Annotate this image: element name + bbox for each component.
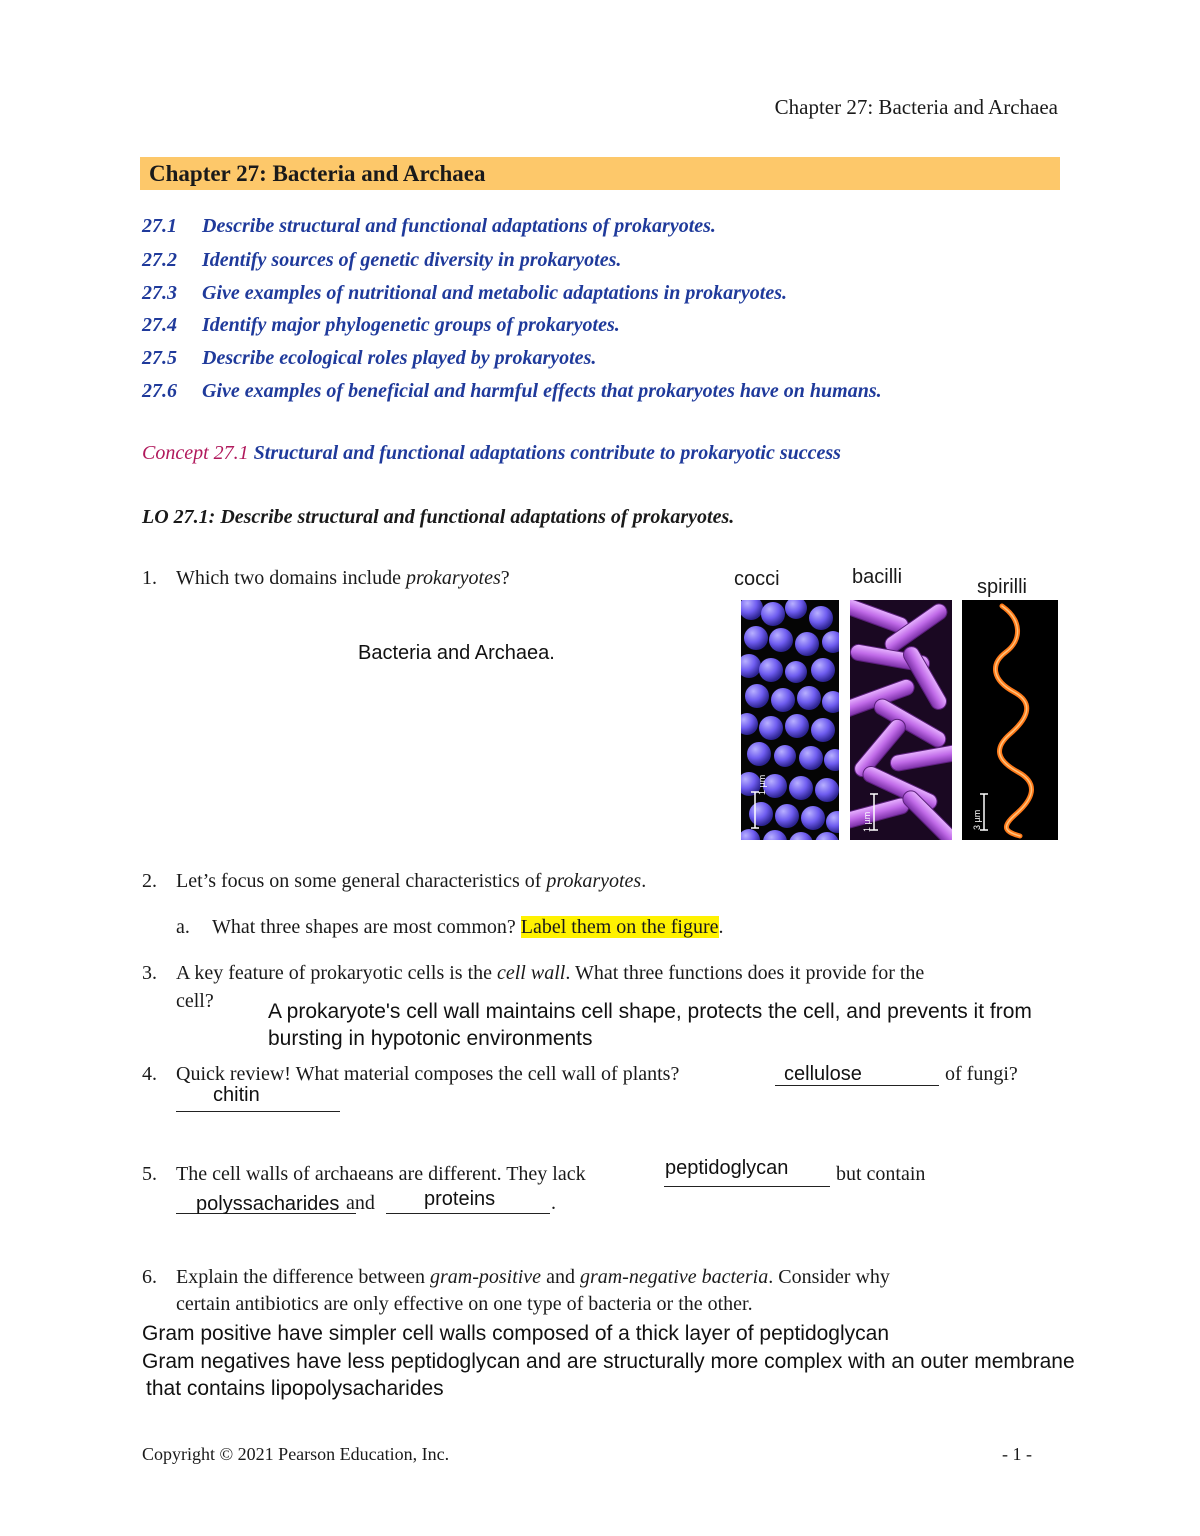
objective-item: 27.5 Describe ecological roles played by prokaryotes.	[142, 347, 597, 369]
question-number: 1.	[142, 567, 157, 589]
answer-text: peptidoglycan	[665, 1157, 789, 1179]
question-text: but contain	[836, 1163, 926, 1185]
figure-label-spirilli: spirilli	[977, 576, 1027, 598]
objective-item: 27.1 Describe structural and functional adaptations of prokaryotes.	[142, 215, 716, 237]
page-title: Chapter 27: Bacteria and Archaea	[149, 161, 486, 186]
answer-text: Gram negatives have less peptidoglycan and are structurally more complex with an outer membrane	[142, 1350, 1075, 1373]
answer-text: Gram positive have simpler cell walls composed of a thick layer of peptidoglycan	[142, 1322, 890, 1345]
question-number: 3.	[142, 962, 157, 984]
question-text: Quick review! What material composes the cell wall of plants?	[176, 1063, 680, 1085]
answer-text: proteins	[424, 1188, 496, 1210]
answer-text: A prokaryote's cell wall maintains cell shape, protects the cell, and prevents it from	[268, 1000, 1032, 1023]
highlighted-instruction: Label them on the figure	[520, 916, 719, 938]
bacilli-micrograph	[850, 600, 952, 840]
answer-blank[interactable]	[664, 1186, 830, 1187]
question-text: Let’s focus on some general characteristics of prokaryotes.	[176, 870, 647, 892]
figure-label-cocci: cocci	[734, 568, 780, 590]
answer-text: that contains lipopolysacharides	[146, 1377, 444, 1400]
figure-label-bacilli: bacilli	[852, 566, 903, 588]
question-number: 5.	[142, 1163, 157, 1185]
question-text: A key feature of prokaryotic cells is the cell wall. What three functions does it provide for the	[176, 962, 925, 984]
question-text: Explain the difference between gram-positive and gram-negative bacteria. Consider why	[176, 1266, 890, 1288]
question-text: of fungi?	[945, 1063, 1018, 1085]
answer-text: chitin	[213, 1084, 260, 1106]
question-text: and	[346, 1192, 375, 1214]
cocci-illustration	[741, 600, 839, 840]
objective-item: 27.2 Identify sources of genetic diversity in prokaryotes.	[142, 249, 622, 271]
running-header: Chapter 27: Bacteria and Archaea	[774, 95, 1058, 119]
answer-text: bursting in hypotonic environments	[268, 1027, 593, 1050]
answer-blank[interactable]	[176, 1111, 340, 1112]
sub-question-text: What three shapes are most common? Label them on the figure.	[212, 916, 724, 938]
objective-item: 27.3 Give examples of nutritional and metabolic adaptations in prokaryotes.	[142, 282, 788, 304]
learning-objective: LO 27.1: Describe structural and functional adaptations of prokaryotes.	[142, 506, 735, 528]
question-text: .	[551, 1192, 556, 1214]
bacilli-illustration	[850, 600, 952, 840]
question-text-line2: cell?	[176, 990, 214, 1012]
question-text: Which two domains include prokaryotes?	[176, 567, 510, 589]
concept-heading: Concept 27.1 Structural and functional adaptations contribute to prokaryotic success	[142, 442, 841, 464]
scale-label: 1 µm	[757, 774, 767, 795]
question-text: The cell walls of archaeans are different. They lack	[176, 1163, 586, 1185]
sub-question-label: a.	[176, 916, 190, 938]
answer-text: cellulose	[784, 1063, 862, 1085]
question-number: 4.	[142, 1063, 157, 1085]
objective-item: 27.4 Identify major phylogenetic groups of prokaryotes.	[142, 314, 620, 336]
answer-blank[interactable]	[386, 1213, 550, 1214]
spirilli-micrograph	[962, 600, 1058, 840]
scale-label: 1 µm	[862, 811, 872, 832]
footer-copyright: Copyright © 2021 Pearson Education, Inc.	[142, 1444, 450, 1464]
spirilli-illustration	[962, 600, 1058, 840]
question-text-line2: certain antibiotics are only effective on one type of bacteria or the other.	[176, 1293, 753, 1315]
cocci-micrograph	[741, 600, 839, 840]
objective-item: 27.6 Give examples of beneficial and harmful effects that prokaryotes have on humans.	[142, 380, 882, 402]
scale-label: 3 µm	[972, 809, 982, 830]
footer-page-number: - 1 -	[1002, 1444, 1032, 1464]
answer-text: Bacteria and Archaea.	[358, 642, 555, 664]
question-number: 2.	[142, 870, 157, 892]
question-number: 6.	[142, 1266, 157, 1288]
answer-text: polyssacharides	[196, 1193, 340, 1215]
